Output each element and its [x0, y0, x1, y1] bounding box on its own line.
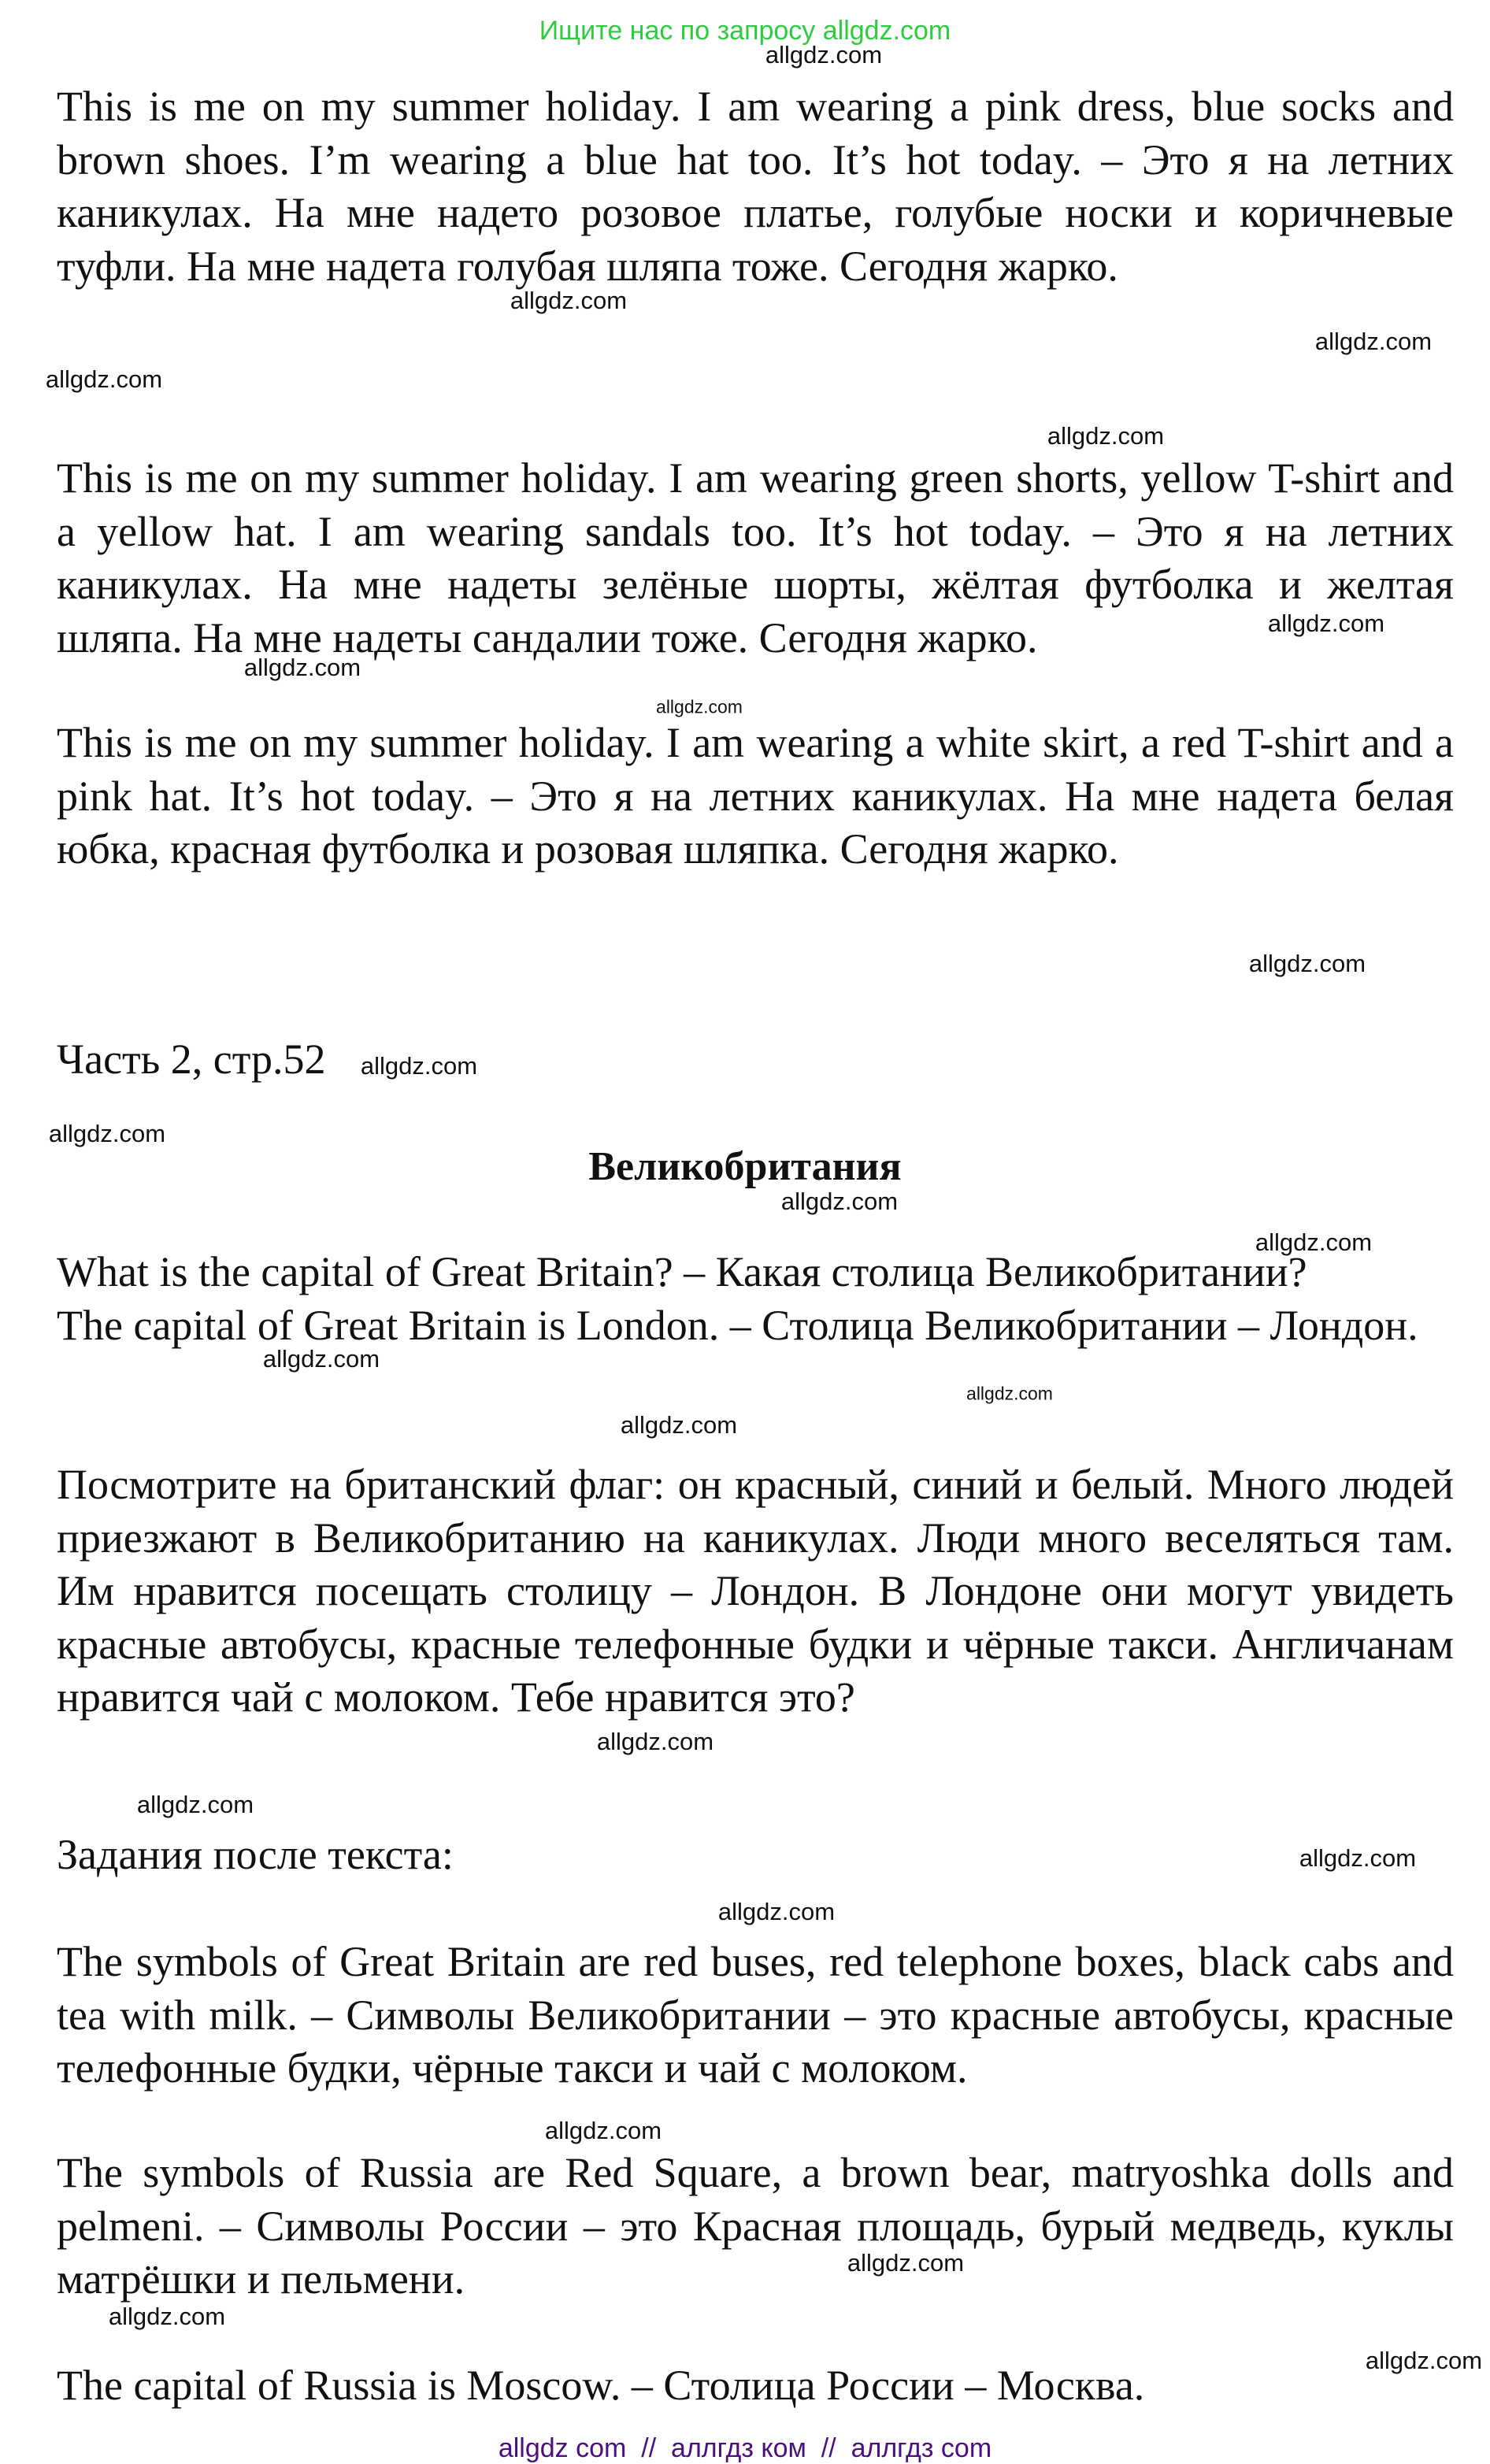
watermark: allgdz.com	[1248, 950, 1366, 977]
paragraph-summer-3: This is me on my summer holiday. I am wearing a white skirt, a red T-shirt and a pink hat. It’s hot today. – Это я на летних каникулах. На мне надета белая юбка, красная футболка и розовая шляпка. Сегодня жарко.	[57, 719, 1454, 873]
watermark: allgdz.com	[48, 1120, 166, 1147]
watermark: allgdz.com	[765, 41, 883, 69]
watermark: allgdz.com	[45, 365, 163, 393]
watermark: allgdz.com	[360, 1052, 478, 1080]
watermark: allgdz.com	[544, 2117, 662, 2144]
capital-answer: The capital of Great Britain is London. – Столица Великобритании – Лондон.	[57, 1301, 1418, 1349]
watermark: allgdz.com	[620, 1411, 738, 1439]
watermark: allgdz.com	[596, 1728, 714, 1755]
paragraph-symbols-russia: The symbols of Russia are Red Square, a brown bear, matryoshka dolls and pelmeni. – Символы России – это Красная площадь, бурый медведь, куклы матрёшки и пельмени.	[57, 2149, 1454, 2303]
watermark: allgdz.com	[510, 287, 628, 314]
watermark: allgdz.com	[243, 654, 361, 681]
search-banner: Ищите нас по запросу allgdz.com	[539, 16, 951, 46]
watermark: allgdz.com	[847, 2249, 965, 2277]
watermark: allgdz.com	[780, 1188, 899, 1215]
page-title: Великобритания	[588, 1144, 902, 1189]
paragraph-symbols-britain: The symbols of Great Britain are red buses, red telephone boxes, black cabs and tea with milk. – Символы Великобритании – это красные автобусы, красные телефонные будки, чёрные такси и чай с молоком.	[57, 1938, 1454, 2092]
paragraph-summer-2: This is me on my summer holiday. I am wearing green shorts, yellow T-shirt and a yellow hat. I am wearing sandals too. It’s hot today. – Это я на летних каникулах. На мне надеты зелёные шорты, жёлтая футболка и желтая шляпа. На мне надеты сандалии тоже. Сегодня жарко.	[57, 454, 1454, 661]
watermark: allgdz.com	[1365, 2347, 1483, 2374]
tasks-heading: Задания после текста:	[57, 1831, 454, 1878]
watermark: allgdz.com	[1267, 610, 1385, 637]
footer-links: allgdz com // аллгдз ком // аллгдз com	[498, 2433, 992, 2463]
watermark: allgdz.com	[1047, 422, 1165, 450]
watermark: allgdz.com	[1255, 1228, 1373, 1256]
paragraph-capital-russia: The capital of Russia is Moscow. – Столица России – Москва.	[57, 2362, 1145, 2409]
watermark: allgdz.com	[1314, 328, 1433, 355]
watermark: allgdz.com	[108, 2303, 226, 2330]
watermark: allgdz.com	[966, 1383, 1053, 1404]
paragraph-capital	[57, 1246, 1454, 1352]
watermark: allgdz.com	[1299, 1844, 1417, 1872]
capital-question: What is the capital of Great Britain? – Какая столица Великобритании?	[57, 1248, 1307, 1295]
watermark: allgdz.com	[717, 1898, 836, 1925]
paragraph-britain: Посмотрите на британский флаг: он красный, синий и белый. Много людей приезжают в Великобританию на каникулах. Люди много веселяться там. Им нравится посещать столицу – Лондон. В Лондоне они могут увидеть красные автобусы, красные телефонные будки и чёрные такси. Англичанам нравится чай с молоком. Тебе нравится это?	[57, 1461, 1454, 1721]
watermark: allgdz.com	[136, 1791, 254, 1818]
watermark: allgdz.com	[656, 696, 743, 717]
watermark: allgdz.com	[262, 1345, 380, 1373]
section-heading: Часть 2, стр.52	[57, 1036, 326, 1083]
paragraph-summer-1: This is me on my summer holiday. I am wearing a pink dress, blue socks and brown shoes. I’m wearing a blue hat too. It’s hot today. – Это я на летних каникулах. На мне надето розовое платье, голубые носки и коричневые туфли. На мне надета голубая шляпа тоже. Сегодня жарко.	[57, 83, 1454, 290]
